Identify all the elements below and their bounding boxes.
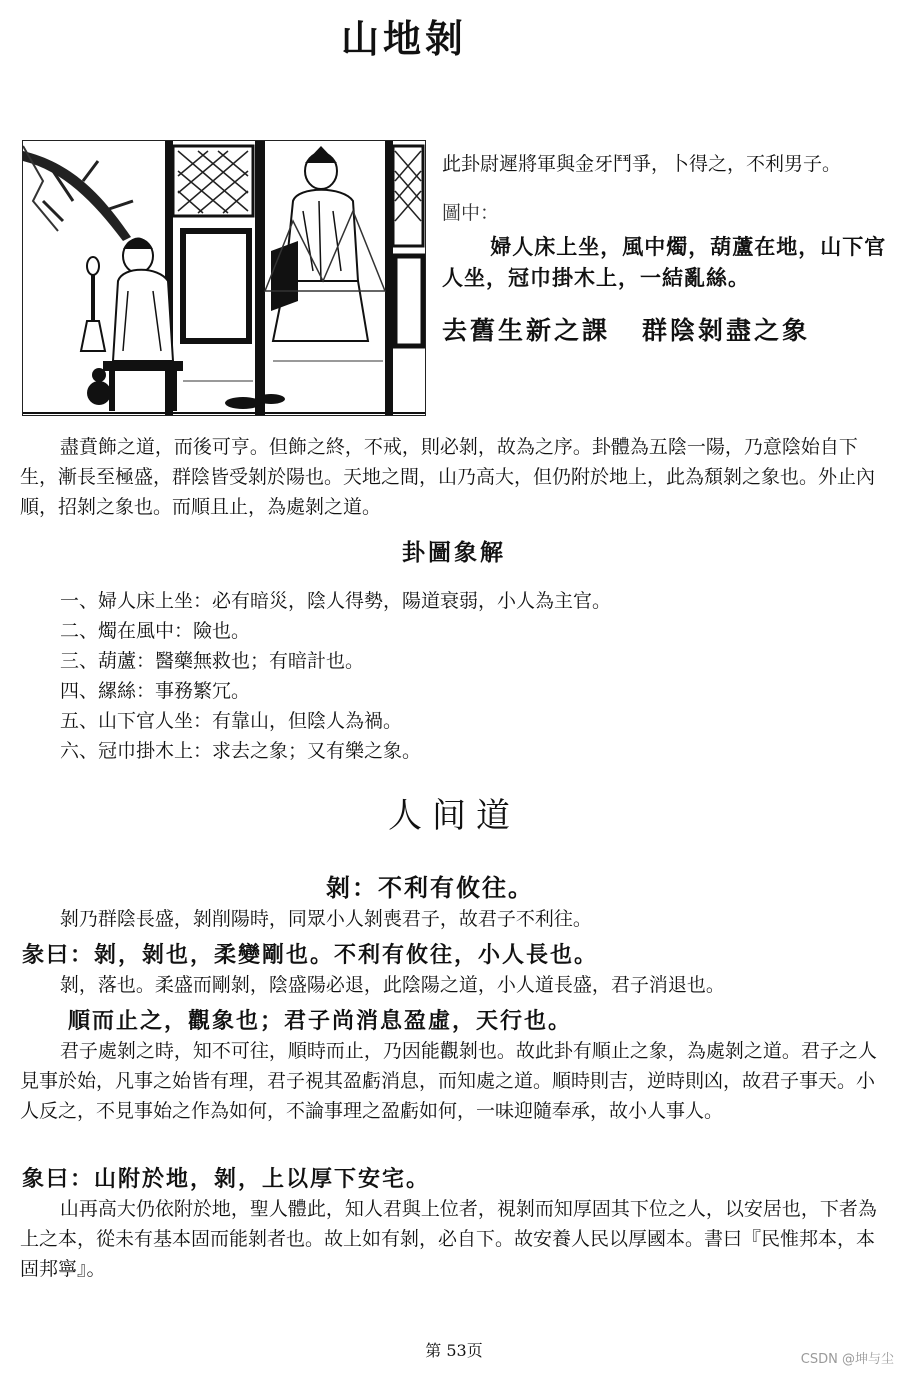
intro-block xyxy=(442,150,892,351)
xiang-note: 山再高大仍依附於地，聖人體此，知人君與上位者，視剝而知厚固其下位之人，以安居也，下者為上之本，從未有基本固而能剝者也。故上如有剝，必自下。故安養人民以厚國本。書曰『民惟邦本，本固邦寧』。 xyxy=(20,1198,877,1280)
intro-line: 此卦尉遲將軍與金牙鬥爭，卜得之，不利男子。 xyxy=(442,153,842,175)
watermark: CSDN @坤与尘 xyxy=(800,1352,894,1367)
motto-left: 去舊生新之課 xyxy=(442,315,611,345)
hexagram-illustration xyxy=(22,140,426,416)
figure-description: 婦人床上坐，風中燭，葫蘆在地，山下官人坐，冠巾掛木上，一結亂絲。 xyxy=(442,233,887,291)
tuan-note-1: 剝，落也。柔盛而剛剝，陰盛陽必退，此陰陽之道，小人道長盛，君子消退也。 xyxy=(59,974,725,996)
tuan-note-2: 君子處剝之時，知不可往，順時而止，乃因能觀剝也。故此卦有順止之象，為處剝之道。君子之人見事於始，凡事之始皆有理，君子視其盈虧消息，而知處之道。順時則吉，逆時則凶，故君子事天。小人反之，不見事始之作為如何，不論事理之盈虧如何，一味迎隨奉承，故小人事人。 xyxy=(20,1040,877,1122)
tuan-text-2: 順而止之，觀象也；君子尚消息盈虛，天行也。 xyxy=(68,1008,573,1034)
section-heading-image-explanation: 卦圖象解 xyxy=(402,539,506,566)
list-item: 三、葫蘆：醫藥無救也；有暗計也。 xyxy=(60,650,365,672)
list-item: 二、燭在風中：險也。 xyxy=(60,620,251,642)
list-item: 五、山下官人坐：有靠山，但陰人為禍。 xyxy=(60,710,403,732)
judgement-note: 剝乃群陰長盛，剝削陽時，同眾小人剝喪君子，故君子不利往。 xyxy=(59,908,592,930)
motto-line xyxy=(442,312,892,351)
list-item: 一、婦人床上坐：必有暗災，陰人得勢，陽道衰弱，小人為主官。 xyxy=(60,590,612,612)
xiang-text: 象曰：山附於地，剝，上以厚下安宅。 xyxy=(22,1166,431,1192)
list-item: 六、冠巾掛木上：求去之象；又有樂之象。 xyxy=(60,740,422,762)
list-item: 四、縲絲：事務繁冗。 xyxy=(60,680,251,702)
figure-label: 圖中： xyxy=(442,202,500,225)
explanation-list xyxy=(60,586,611,766)
tuan-text-1: 彖曰：剝，剝也，柔變剛也。不利有攸往，小人長也。 xyxy=(22,942,599,968)
judgement-text: 剝：不利有攸往。 xyxy=(326,873,534,902)
woodcut-picture xyxy=(23,141,425,415)
intro-paragraph: 盡賁飾之道，而後可亨。但飾之終，不戒，則必剝，故為之序。卦體為五陰一陽，乃意陰始自下生，漸長至極盛，群陰皆受剝於陽也。天地之間，山乃高大，但仍附於地上，此為頹剝之象也。外止內順，招剝之象也。而順且止，為處剝之道。 xyxy=(20,436,876,518)
section-heading-human-way: 人间道 xyxy=(388,796,520,836)
page-title: 山地剝 xyxy=(340,16,467,61)
page-number: 第 53页 xyxy=(425,1341,483,1360)
motto-right: 群陰剝盡之象 xyxy=(642,315,811,345)
